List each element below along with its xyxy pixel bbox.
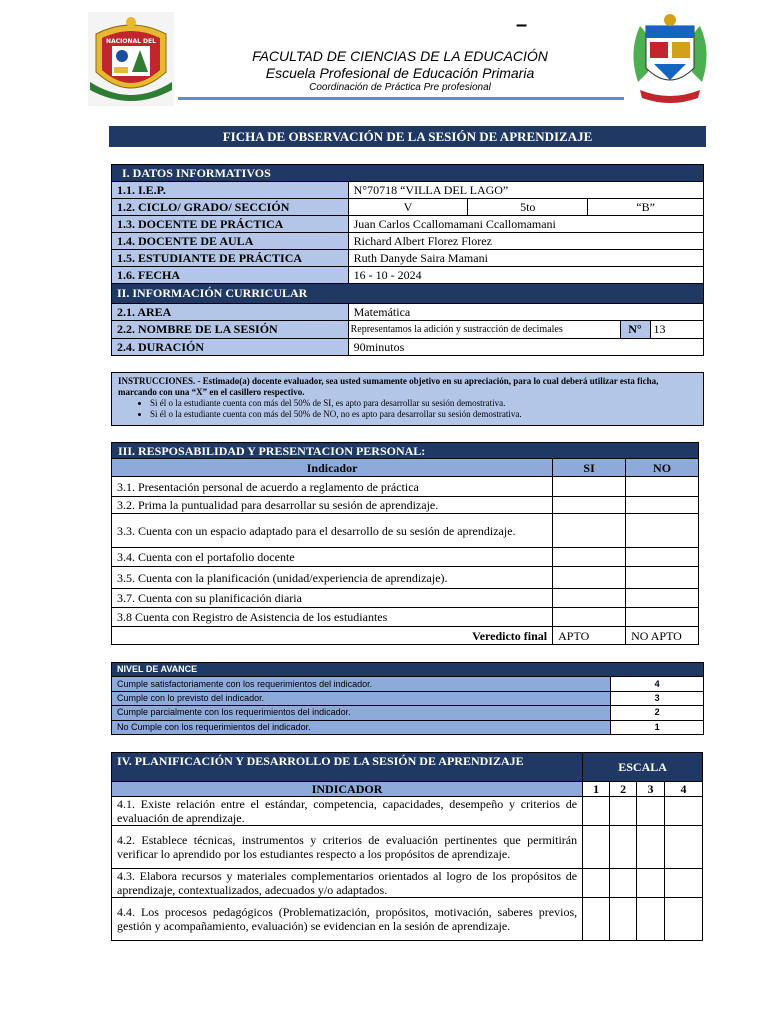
score-cell[interactable] xyxy=(665,869,703,898)
curricular-heading: II. INFORMACIÓN CURRICULAR xyxy=(112,284,704,304)
docente-aula-value[interactable]: Richard Albert Florez Florez xyxy=(348,233,703,250)
indicator-text: 3.7. Cuenta con su planificación diaria xyxy=(112,589,553,608)
section-header-row xyxy=(112,663,704,677)
page-header xyxy=(0,0,768,110)
table-row xyxy=(112,321,704,339)
scale-2: 2 xyxy=(610,782,637,797)
datos-heading: I. DATOS INFORMATIVOS xyxy=(112,165,704,182)
nivel-heading: NIVEL DE AVANCE xyxy=(112,663,704,677)
indicator-text: 3.8 Cuenta con Registro de Asistencia de los estudiantes xyxy=(112,608,553,627)
score-cell[interactable] xyxy=(610,826,637,869)
score-cell[interactable] xyxy=(665,826,703,869)
si-cell[interactable] xyxy=(553,497,626,514)
score-cell[interactable] xyxy=(665,797,703,826)
table-row xyxy=(112,797,703,826)
section-header-row xyxy=(112,443,699,459)
table-row xyxy=(112,497,699,514)
score-cell[interactable] xyxy=(583,826,610,869)
university-shield-logo xyxy=(88,12,174,106)
si-cell[interactable] xyxy=(553,567,626,589)
no-cell[interactable] xyxy=(626,548,699,567)
veredicto-label: Veredicto final xyxy=(112,627,553,645)
nivel-value: 2 xyxy=(611,706,704,720)
indicator-text: 4.4. Los procesos pedagógicos (Problematización, propósitos, motivación, saberes previos, gestión y acompañamiento, evaluación) se evidencian en la sesión de aprendizaje. xyxy=(112,898,583,941)
svg-text:NACIONAL DEL: NACIONAL DEL xyxy=(106,38,156,45)
col-indicador: INDICADOR xyxy=(112,782,583,797)
docente-practica-value[interactable]: Juan Carlos Ccallomamani Ccallomamani xyxy=(348,216,703,233)
scale-3: 3 xyxy=(637,782,665,797)
sesion-inner xyxy=(349,321,703,338)
col-no: NO xyxy=(626,459,699,477)
school-title: Escuela Profesional de Educación Primaria xyxy=(265,65,535,81)
ciclo-value[interactable]: V xyxy=(348,199,468,216)
scale-1: 1 xyxy=(583,782,610,797)
table-row xyxy=(112,567,699,589)
coordination-title: Coordinación de Práctica Pre profesional xyxy=(309,82,491,93)
scale-4: 4 xyxy=(665,782,703,797)
table-row xyxy=(112,677,704,691)
table-row xyxy=(112,691,704,705)
no-cell[interactable] xyxy=(626,589,699,608)
planificacion-heading: IV. PLANIFICACIÓN Y DESARROLLO DE LA SESIÓN DE APRENDIZAJE xyxy=(112,753,583,782)
score-cell[interactable] xyxy=(610,869,637,898)
responsabilidad-table xyxy=(111,442,699,645)
sesion-value[interactable]: Representamos la adición y sustracción de decimales xyxy=(350,324,563,335)
nivel-label: No Cumple con los requerimientos del indicador. xyxy=(112,720,611,734)
nivel-label: Cumple satisfactoriamente con los requerimientos del indicador. xyxy=(112,677,611,691)
sesion-label: 2.2. NOMBRE DE LA SESIÓN xyxy=(112,321,349,339)
indicator-text: 4.3. Elabora recursos y materiales complementarios orientados al logro de los propósitos de aprendizaje, contextualizados, adecuados y/o adaptados. xyxy=(112,869,583,898)
no-apto-option[interactable]: NO APTO xyxy=(626,627,699,645)
score-cell[interactable] xyxy=(637,898,665,941)
table-row xyxy=(112,706,704,720)
score-cell[interactable] xyxy=(610,797,637,826)
table-row xyxy=(112,720,704,734)
table-row xyxy=(112,548,699,567)
score-cell[interactable] xyxy=(637,797,665,826)
indicator-text: 4.2. Establece técnicas, instrumentos y criterios de evaluación pertinentes que permitirán verificar lo aprendido por los estudiantes respecto a los propósitos de aprendizaje. xyxy=(112,826,583,869)
table-row xyxy=(112,339,704,356)
table-row xyxy=(112,267,704,284)
sesion-num-label: N° xyxy=(620,321,650,338)
indicator-text: 3.2. Prima la puntualidad para desarrollar su sesión de aprendizaje. xyxy=(112,497,553,514)
table-row xyxy=(112,216,704,233)
table-row xyxy=(112,514,699,548)
iep-label: 1.1. I.E.P. xyxy=(112,182,349,199)
faculty-title: FACULTAD DE CIENCIAS DE LA EDUCACIÓN xyxy=(252,48,548,64)
section-header-row xyxy=(112,165,704,182)
table-row xyxy=(112,304,704,321)
score-cell[interactable] xyxy=(583,898,610,941)
veredicto-row xyxy=(112,627,699,645)
indicator-text: 3.3. Cuenta con un espacio adaptado para el desarrollo de su sesión de aprendizaje. xyxy=(112,514,553,548)
table-row xyxy=(112,589,699,608)
no-cell[interactable] xyxy=(626,514,699,548)
sesion-cell xyxy=(348,321,703,339)
grado-value[interactable]: 5to xyxy=(468,199,588,216)
table-row xyxy=(112,182,704,199)
si-cell[interactable] xyxy=(553,514,626,548)
table-row xyxy=(112,826,703,869)
table-header-row xyxy=(112,782,703,797)
indicator-text: 3.1. Presentación personal de acuerdo a reglamento de práctica xyxy=(112,477,553,497)
no-cell[interactable] xyxy=(626,608,699,627)
table-row xyxy=(112,869,703,898)
indicator-text: 3.4. Cuenta con el portafolio docente xyxy=(112,548,553,567)
nivel-label: Cumple parcialmente con los requerimientos del indicador. xyxy=(112,706,611,720)
score-cell[interactable] xyxy=(583,869,610,898)
sesion-num-value[interactable]: 13 xyxy=(653,322,666,336)
nivel-value: 1 xyxy=(611,720,704,734)
score-cell[interactable] xyxy=(637,826,665,869)
table-row xyxy=(112,233,704,250)
school-crest-logo xyxy=(628,12,712,104)
apto-option[interactable]: APTO xyxy=(553,627,626,645)
no-cell[interactable] xyxy=(626,477,699,497)
area-label: 2.1. AREA xyxy=(112,304,349,321)
table-header-row xyxy=(112,459,699,477)
nivel-value: 4 xyxy=(611,677,704,691)
iep-value[interactable]: N°70718 “VILLA DEL LAGO” xyxy=(348,182,703,199)
section-header-row xyxy=(112,753,703,782)
si-cell[interactable] xyxy=(553,548,626,567)
table-row xyxy=(112,250,704,267)
docente-aula-label: 1.4. DOCENTE DE AULA xyxy=(112,233,349,250)
header-divider xyxy=(178,97,624,100)
indicator-text: 3.5. Cuenta con la planificación (unidad/experiencia de aprendizaje). xyxy=(112,567,553,589)
ciclo-label: 1.2. CICLO/ GRADO/ SECCIÓN xyxy=(112,199,349,216)
score-cell[interactable] xyxy=(637,869,665,898)
col-si: SI xyxy=(553,459,626,477)
form-title: FICHA DE OBSERVACIÓN DE LA SESIÓN DE APRENDIZAJE xyxy=(109,126,706,147)
fecha-value[interactable]: 16 - 10 - 2024 xyxy=(348,267,703,284)
header-dash: – xyxy=(516,14,528,36)
instruction-item: • Si él o la estudiante cuenta con más del 50% de SI, es apto para desarrollar su sesión demostrativa. xyxy=(150,398,697,409)
table-row xyxy=(112,477,699,497)
seccion-value[interactable]: “B” xyxy=(588,199,704,216)
datos-informativos-table xyxy=(111,164,704,356)
no-cell[interactable] xyxy=(626,497,699,514)
si-cell[interactable] xyxy=(553,477,626,497)
instructions-list xyxy=(150,398,697,420)
estudiante-value[interactable]: Ruth Danyde Saira Mamani xyxy=(348,250,703,267)
table-row xyxy=(112,898,703,941)
estudiante-label: 1.5. ESTUDIANTE DE PRÁCTICA xyxy=(112,250,349,267)
instruction-item: • Si él o la estudiante cuenta con más del 50% de NO, no es apto para desarrollar su sesión demostrativa. xyxy=(150,409,697,420)
duracion-label: 2.4. DURACIÓN xyxy=(112,339,349,356)
docente-practica-label: 1.3. DOCENTE DE PRÁCTICA xyxy=(112,216,349,233)
col-indicador: Indicador xyxy=(112,459,553,477)
area-value[interactable]: Matemática xyxy=(348,304,703,321)
nivel-avance-table xyxy=(111,662,704,735)
nivel-label: Cumple con lo previsto del indicador. xyxy=(112,691,611,705)
instructions-box xyxy=(111,372,704,426)
escala-heading: ESCALA xyxy=(583,753,703,782)
section-header-row xyxy=(112,284,704,304)
no-cell[interactable] xyxy=(626,567,699,589)
score-cell[interactable] xyxy=(610,898,637,941)
si-cell[interactable] xyxy=(553,589,626,608)
duracion-value[interactable]: 90minutos xyxy=(348,339,703,356)
score-cell[interactable] xyxy=(665,898,703,941)
si-cell[interactable] xyxy=(553,608,626,627)
table-row xyxy=(349,321,703,338)
table-row xyxy=(112,608,699,627)
responsabilidad-heading: III. RESPOSABILIDAD Y PRESENTACION PERSONAL: xyxy=(112,443,699,459)
instructions-text: INSTRUCCIONES. - Estimado(a) docente evaluador, sea usted sumamente objetivo en su apreciación, para lo cual deberá utilizar esta ficha, marcando con una “X” en el casillero respectivo. xyxy=(118,376,659,397)
planificacion-table xyxy=(111,752,703,941)
nivel-value: 3 xyxy=(611,691,704,705)
fecha-label: 1.6. FECHA xyxy=(112,267,349,284)
score-cell[interactable] xyxy=(583,797,610,826)
table-row xyxy=(112,199,704,216)
indicator-text: 4.1. Existe relación entre el estándar, competencia, capacidades, desempeño y criterios de evaluación de aprendizaje. xyxy=(112,797,583,826)
